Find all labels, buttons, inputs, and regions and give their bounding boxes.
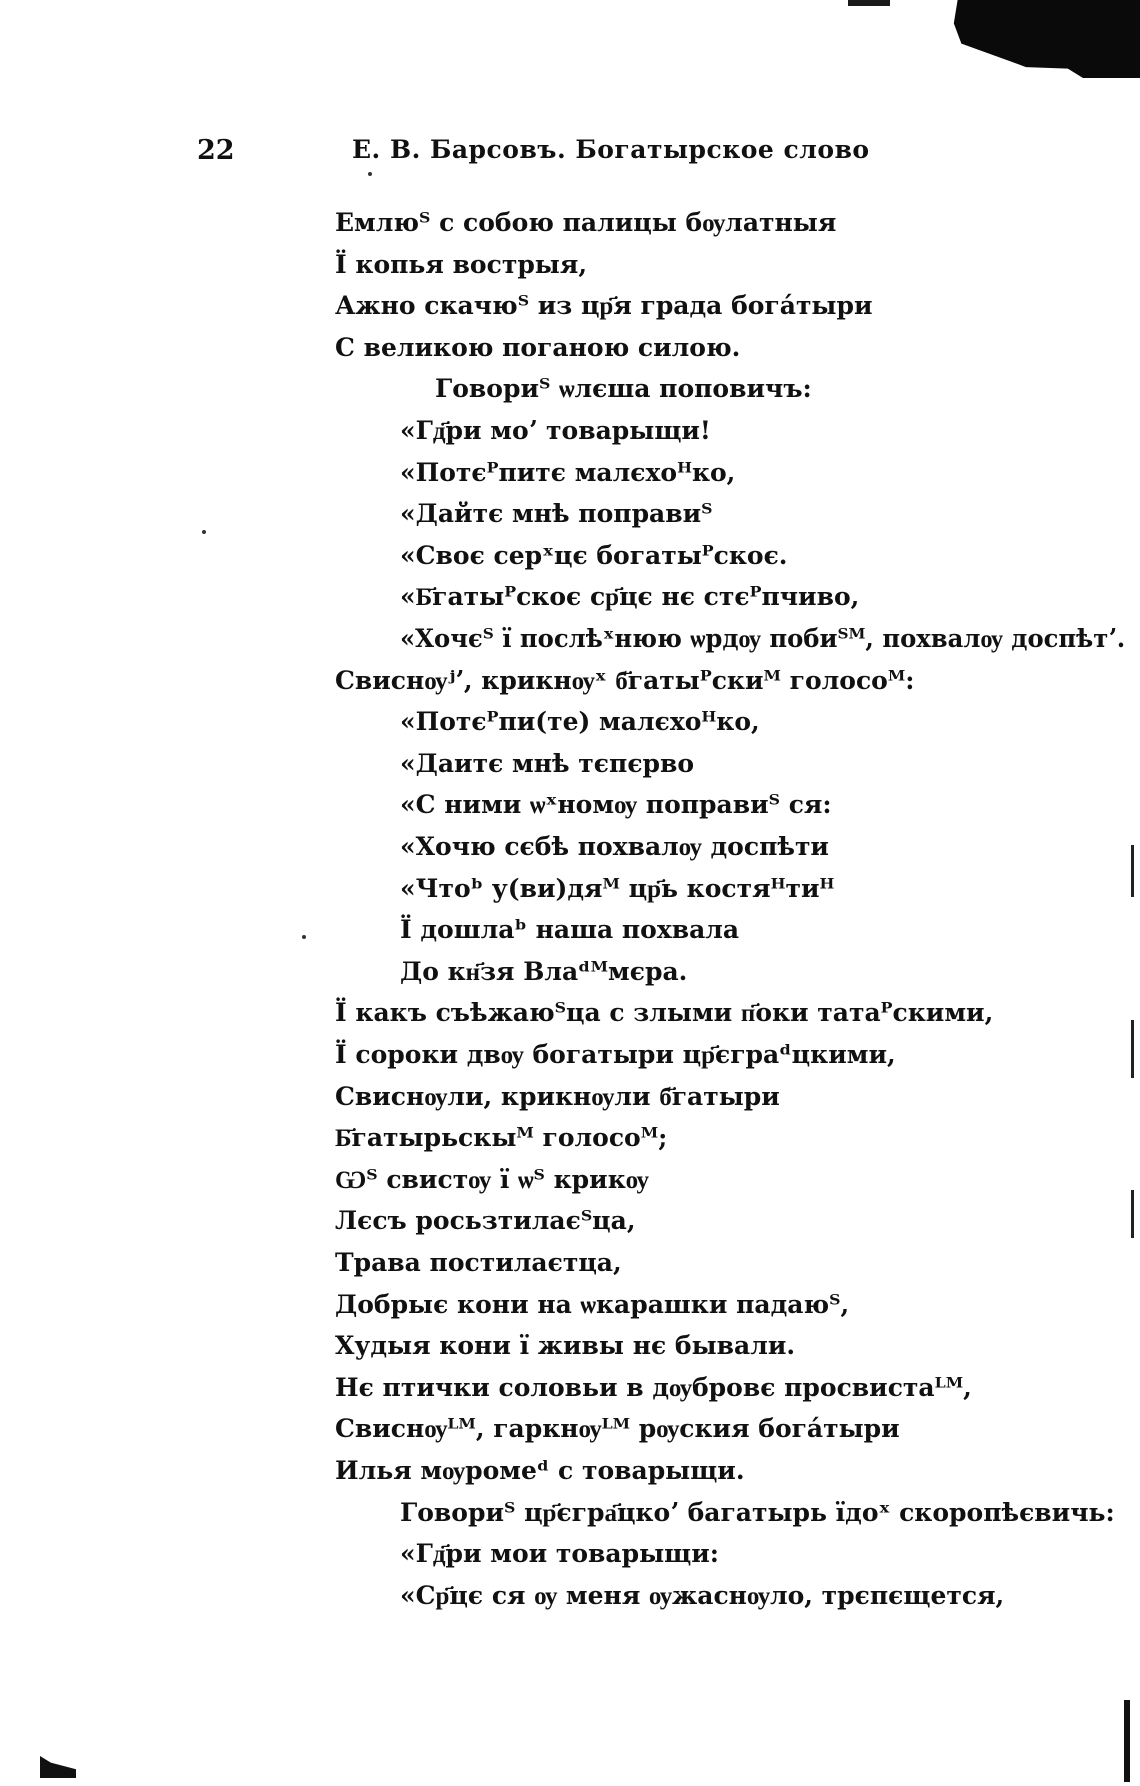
text-line: «С ними ѡˣномѹ поправиᵀ ся: xyxy=(400,790,832,820)
text-line: «Дайтє мнѣ поправиᵀ xyxy=(400,499,713,529)
text-line: Говориᵀ ѡлєша поповичъ: xyxy=(435,374,812,404)
running-title: Е. В. Барсовъ. Богатырское слово xyxy=(352,135,870,164)
page-number: 22 xyxy=(197,135,235,166)
text-line: «Потєᴾпитє малєхоᴴко, xyxy=(400,457,736,487)
scan-speck xyxy=(202,530,206,534)
text-line: Ї копья вострыя, xyxy=(335,249,588,279)
text-line: До кн҃зя Влаᵈᴹмєра. xyxy=(400,956,688,986)
text-line: Худыя кони ї живы нє бывали. xyxy=(335,1331,796,1361)
scan-bottom-mark xyxy=(40,1756,76,1778)
text-line: «Даитє мнѣ тєпєрво xyxy=(400,748,695,778)
text-line: Ї дошлаᵇ наша похвала xyxy=(400,915,740,945)
text-line: Емлюᵀ с собою палицы бѹлатныя xyxy=(335,208,837,237)
text-line: «Б҃гатыᴾскоє ср҃цє нє стєᴾпчиво, xyxy=(400,582,860,612)
scan-margin-line xyxy=(1131,1190,1134,1238)
scan-speck xyxy=(302,935,306,939)
text-line: С великою поганою силою. xyxy=(335,332,741,362)
text-line: Ї какъ съѣжаюᵀца с злыми п҃оки татаᴾскими, xyxy=(335,998,994,1028)
scan-corner-blot xyxy=(950,0,1140,78)
scan-corner-tick xyxy=(848,0,890,6)
text-line: «Ср҃цє ся ѹ меня ѹжаснѹло, трєпєщется, xyxy=(400,1580,1005,1610)
text-line: Нє птички соловьи в дѹбровє просвистаᴸᴹ, xyxy=(335,1372,972,1402)
text-line: Трава постилаєтца, xyxy=(335,1248,622,1277)
scan-margin-line xyxy=(1131,845,1134,897)
text-line: Свиснѹли, крикнѹли б҃гатыри xyxy=(335,1081,780,1111)
text-line: Свиснѹᴸᴹ, гаркнѹᴸᴹ рѹския бога́тыри xyxy=(335,1414,900,1444)
scan-margin-line xyxy=(1131,1020,1134,1078)
text-line: Добрыє кони на ѡкарашки падаюᵀ, xyxy=(335,1289,850,1319)
text-line: Говориᵀ цр҃єгра҃цкоʼ багатырь їдоˣ скоропѣєвичь: xyxy=(400,1497,1115,1527)
text-line: Ї сороки двѹ богатыри цр҃єграᵈцкими, xyxy=(335,1040,896,1069)
text-line: «Своє серˣцє богатыᴾскоє. xyxy=(400,540,788,570)
text-line: «Хочєᵀ ї послѣˣнюю ѡрдѹ побиᵀᴹ, похвалѹ доспѣтʼ. xyxy=(400,624,1126,653)
text-line: «Хочю сєбѣ похвалѹ доспѣти xyxy=(400,832,829,861)
text-line: Ѡᵀ свистѹ ї ѡᵀ крикѹ xyxy=(335,1164,649,1194)
text-line: Лєсъ росьзтилаєᵀца, xyxy=(335,1206,636,1236)
text-line: «Гд҃ри моʼ товарыщи! xyxy=(400,416,711,445)
text-line: «Чтоᵇ у(ви)дяᴹ цр҃ь костяᴴтиᴴ xyxy=(400,873,835,903)
text-line: «Потєᴾпи(те) малєхоᴴко, xyxy=(400,707,760,737)
text-line: Ажно скачюᵀ из цр҃я града бога́тыри xyxy=(335,291,873,321)
page-header xyxy=(0,135,1140,175)
text-line: Б҃гатырьскыᴹ голосоᴹ; xyxy=(335,1123,668,1153)
scan-bottom-mark xyxy=(1124,1700,1130,1782)
text-line: «Гд҃ри мои товарыщи: xyxy=(400,1539,719,1569)
text-line: Свиснѹʲʼ, крикнѹˣ б҃гатыᴾскиᴹ голосоᴹ: xyxy=(335,665,915,695)
text-line: Илья мѹромеᵈ с товарыщи. xyxy=(335,1456,745,1485)
